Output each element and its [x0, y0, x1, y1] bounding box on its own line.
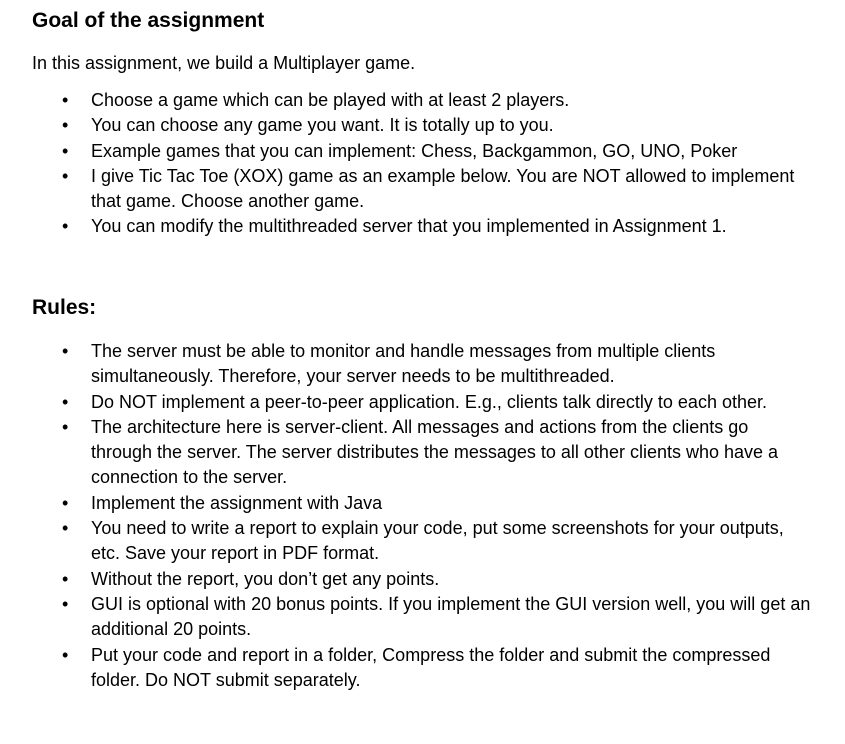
goal-item-text: You can modify the multithreaded server that you implemented in Assignment 1.: [91, 216, 727, 237]
rules-list: [0, 339, 811, 693]
bullet-icon: •: [62, 492, 69, 513]
rule-item-text: GUI is optional with 20 bonus points. If you implement the GUI version well, you will get an additional 20 points.: [91, 593, 811, 640]
bullet-icon: •: [62, 90, 69, 110]
goal-item-text: I give Tic Tac Toe (XOX) game as an example below. You are NOT allowed to implement that game. Choose another game.: [91, 165, 795, 212]
rule-item: [0, 643, 811, 694]
goal-item: [0, 164, 811, 215]
bullet-icon: •: [62, 518, 69, 539]
rule-item: [0, 415, 811, 491]
rule-item: [0, 592, 811, 643]
rule-item: [0, 339, 811, 390]
rule-item-text: The server must be able to monitor and handle messages from multiple clients simultaneously. Therefore, your server needs to be multithreaded.: [91, 341, 716, 387]
goal-item: [0, 214, 811, 239]
rule-item-text: You need to write a report to explain your code, put some screenshots for your outputs, etc. Save your report in PDF format.: [91, 518, 784, 564]
bullet-icon: •: [62, 568, 69, 589]
rule-item: [0, 516, 811, 567]
rule-item-text: The architecture here is server-client. All messages and actions from the clients go through the server. The server distributes the messages to all other clients who have a connection to the server.: [91, 416, 779, 488]
rule-item: [0, 567, 811, 592]
rule-item: [0, 491, 811, 516]
bullet-icon: •: [62, 391, 69, 412]
goal-item-text: You can choose any game you want. It is totally up to you.: [91, 115, 554, 136]
goal-intro: In this assignment, we build a Multiplayer game.: [32, 53, 416, 73]
bullet-icon: •: [62, 416, 69, 437]
rule-item-text: Implement the assignment with Java: [91, 492, 383, 513]
goal-heading: Goal of the assignment: [32, 9, 265, 32]
rule-item-text: Do NOT implement a peer-to-peer application. E.g., clients talk directly to each other.: [91, 391, 767, 412]
goal-item: [0, 88, 811, 113]
rule-item: [0, 390, 811, 415]
bullet-icon: •: [62, 644, 69, 665]
bullet-icon: •: [62, 216, 69, 237]
goal-list: [0, 88, 811, 240]
goal-item: [0, 113, 811, 138]
bullet-icon: •: [62, 341, 69, 361]
goal-item: [0, 139, 811, 164]
rule-item-text: Put your code and report in a folder, Compress the folder and submit the compressed folder. Do NOT submit separately.: [91, 644, 771, 690]
rules-heading: Rules:: [32, 296, 97, 319]
goal-item-text: Example games that you can implement: Chess, Backgammon, GO, UNO, Poker: [91, 140, 738, 161]
rule-item-text: Without the report, you don’t get any points.: [91, 568, 440, 589]
bullet-icon: •: [62, 140, 69, 161]
goal-item-text: Choose a game which can be played with at least 2 players.: [91, 90, 570, 110]
bullet-icon: •: [62, 593, 69, 614]
bullet-icon: •: [62, 115, 69, 136]
bullet-icon: •: [62, 165, 69, 186]
